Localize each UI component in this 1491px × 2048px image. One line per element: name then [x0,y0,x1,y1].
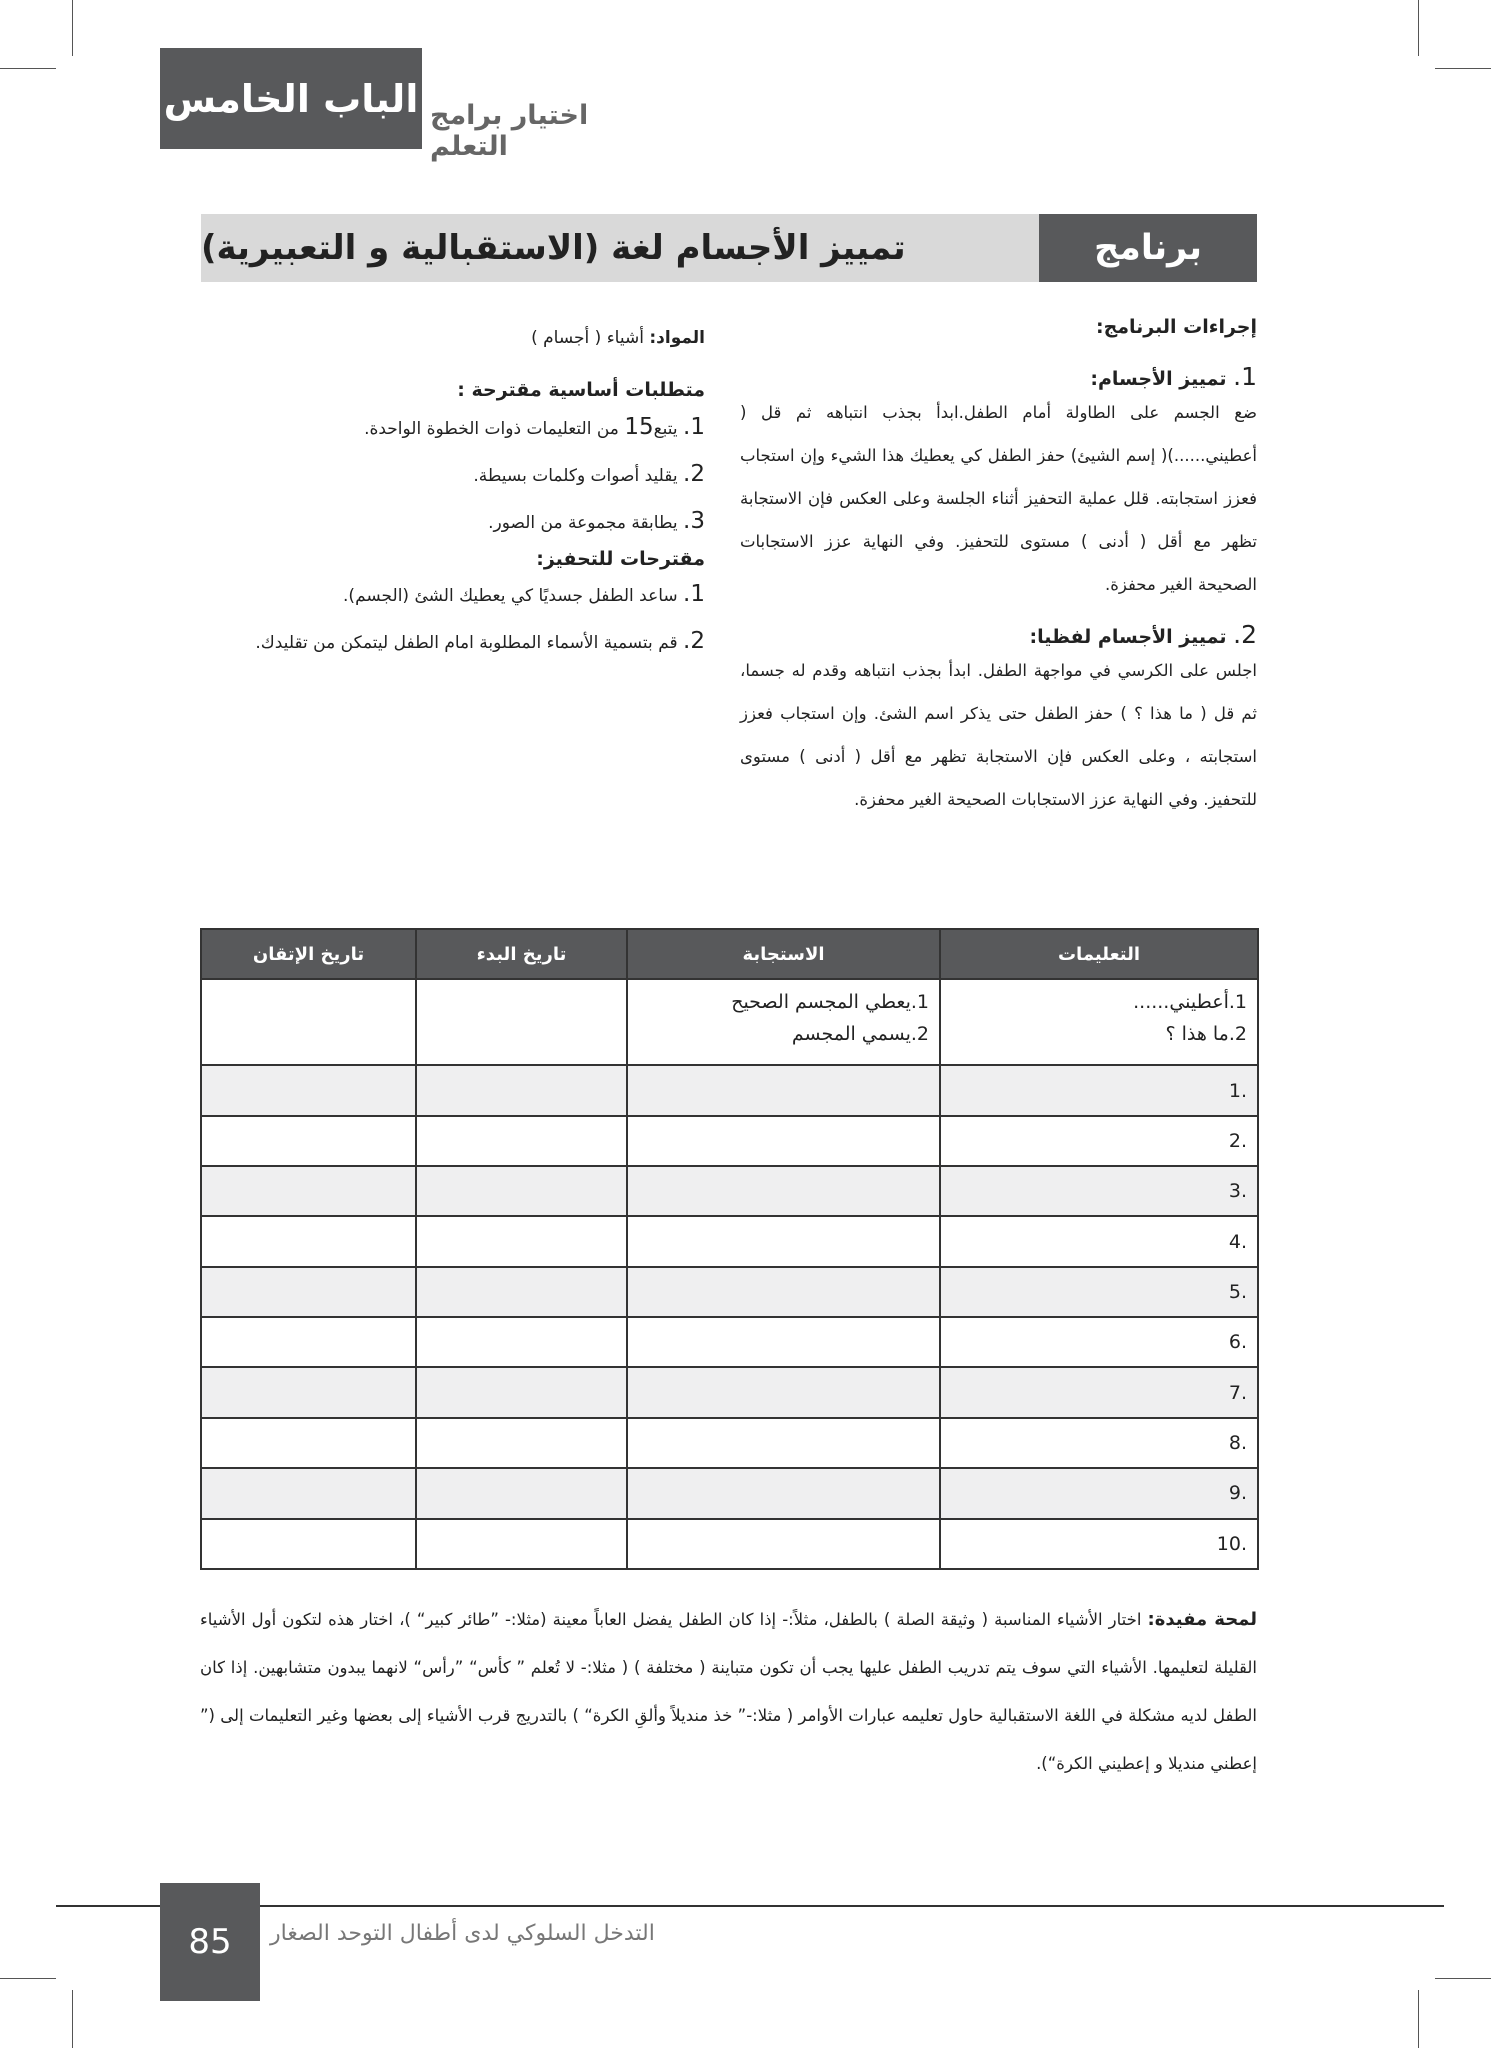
tip-label: لمحة مفيدة: [1147,1609,1258,1630]
table-row: .2 [201,1116,1258,1166]
table-row: .6 [201,1317,1258,1367]
crop-mark [0,68,56,69]
table-cell [201,979,416,1065]
program-title-bar [201,214,1257,282]
suggestion-item: 1. ساعد الطفل جسديًا كي يعطيك الشئ (الجسم). [343,581,705,607]
table-row: .8 [201,1418,1258,1468]
table-cell-response: 1.يعطي المجسم الصحيح 2.يسمي المجسم [627,979,940,1065]
section-title: اختيار برامج التعلم [430,100,589,162]
requirement-item: 1. يتبع15 من التعليمات ذوات الخطوة الواحدة. [364,414,705,440]
table-header-row [201,929,1258,979]
table-row: .5 [201,1267,1258,1317]
table-row: .10 [201,1519,1258,1569]
header-response: الاستجابة [627,929,940,979]
table-row [201,979,1258,1065]
footer-divider [56,1905,1444,1907]
suggestions-heading: مقترحات للتحفيز: [536,548,705,570]
step2-title: 2. تمييز الأجسام لفظيا: [1029,620,1257,649]
requirements-heading: متطلبات أساسية مقترحة : [457,379,705,401]
header-mastery-date: تاريخ الإتقان [201,929,416,979]
table-row: .3 [201,1166,1258,1216]
header-start-date: تاريخ البدء [416,929,627,979]
page-number: 85 [160,1883,260,2001]
procedures-section [740,316,1257,821]
suggestion-item: 2. قم بتسمية الأسماء المطلوبة امام الطفل ليتمكن من تقليدك. [255,628,705,654]
crop-mark [0,1978,56,1979]
table-row: .4 [201,1216,1258,1266]
table-row: .1 [201,1065,1258,1115]
requirement-item: 2. يقليد أصوات وكلمات بسيطة. [473,461,705,487]
table-cell-instructions: 1.أعطيني...... 2.ما هذا ؟ [940,979,1258,1065]
step1-title: 1. تمييز الأجسام: [1090,362,1257,391]
crop-mark [1418,1990,1419,2048]
procedures-heading: إجراءات البرنامج: [1095,316,1257,338]
crop-mark [72,0,73,56]
requirement-item: 3. يطابقة مجموعة من الصور. [488,508,705,534]
step2-text: اجلس على الكرسي في مواجهة الطفل. ابدأ بجذب انتباهه وقدم له جسما، ثم قل ( ما هذا ؟ ) حفز الطفل حتى يذكر اسم الشئ. وإن استجاب فعزز استجابته ، وعلى العكس فإن الاستجابة تظهر مع أقل ( أدنى ) مستوى للتحفيز. وفي النهاية عزز الاستجابات الصحيحة الغير محفزة. [740,661,1257,809]
tracking-table [200,928,1259,1570]
program-label: برنامج [1039,214,1257,282]
crop-mark [1435,1978,1491,1979]
useful-tip [200,1596,1257,1788]
materials-section [200,316,705,666]
crop-mark [72,1990,73,2048]
tip-text: اختار الأشياء المناسبة ( وثيقة الصلة ) بالطفل، مثلاً:- إذا كان الطفل يفضل العاباً معينة (مثلا:- ”طائر كبير“ )، اختار هذه لتكون أول الأشياء القليلة لتعليمها. الأشياء التي سوف يتم تدريب الطفل عليها يجب أن تكون متباينة ( مختلفة ) ( مثلا:- لا تُعلم ” كأس“ ”رأس“ لانهما يبدون متشابهين. إذا كان الطفل لديه مشكلة في اللغة الاستقبالية حاول تعليمه عبارات الأوامر ( مثلا:-” خذ منديلاً وألقِ الكرة“ ) بالتدريج قرب الأشياء إلى بعضها وغير التعليمات إلى (” إعطني منديلا و إعطيني الكرة“). [200,1610,1257,1773]
header-instructions: التعليمات [940,929,1258,979]
table-row: .7 [201,1367,1258,1417]
crop-mark [1418,0,1419,56]
materials-line: المواد: أشياء ( أجسام ) [531,328,705,348]
step1-text: ضع الجسم على الطاولة أمام الطفل.ابدأ بجذب انتباهه ثم قل ( أعطيني......)( إسم الشيئ) حفز الطفل كي يعطيك هذا الشيء وإن استجاب فعزز استجابته. قلل عملية التحفيز أثناء الجلسة وعلى العكس فإن الاستجابة تظهر مع أقل ( أدنى ) مستوى للتحفيز. وفي النهاية عزز الاستجابات الصحيحة الغير محفزة. [740,403,1257,594]
program-title: تمييز الأجسام لغة (الاستقبالية و التعبيرية) [201,228,906,268]
crop-mark [1435,68,1491,69]
chapter-label: الباب الخامس [160,48,422,149]
book-title: التدخل السلوكي لدى أطفال التوحد الصغار [270,1921,655,1946]
table-cell [416,979,627,1065]
table-row: .9 [201,1468,1258,1518]
